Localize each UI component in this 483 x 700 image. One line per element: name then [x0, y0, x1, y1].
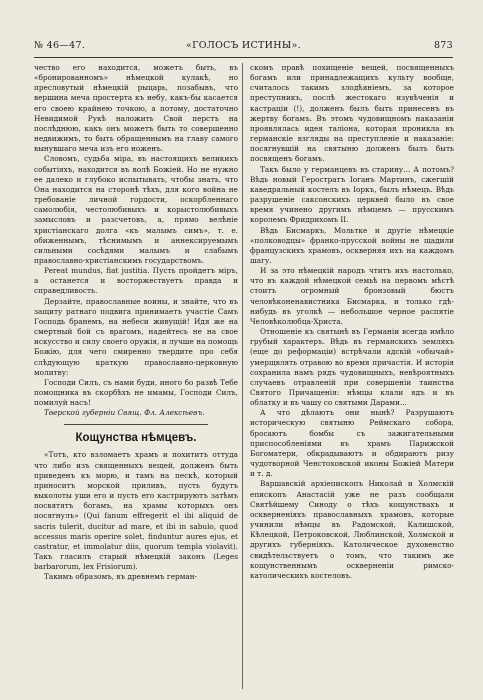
article-paragraph: Словомъ, судьба міра, въ настоящихъ великихъ событіяхъ, находится въ волѣ Божіей. Но не нужно ее далеко и глубоко испытывать, чтобы знать, что Она находится на сторонѣ тѣхъ, для кого войнa не требованіе личной гордости, оскорбленнаго самолюбія, честолюбивыхъ и корыстолюбивыхъ замысловъ и разсчетовъ, а, прямо велѣніе христіанскаго долга «къ малымъ симъ», т. е. обиженнымъ, тѣснимымъ и аннексируемымъ сильными сосѣдями малымъ и слабымъ православно-христіанскимъ государствомъ. — [34, 154, 238, 265]
left-column — [34, 63, 238, 689]
right-paragraph: скомъ правѣ похищеніе вещей, посвященныхъ богамъ или принадлежащихъ культу вообще, считалось такимъ злодѣяніемъ, за которое преступникъ, послѣ жестокаго изувѣченія и кастраціи (!), долженъ былъ быть принесенъ въ жертву богамъ. Въ этомъ чудовищномъ наказаніи проявлялась идея таліона, которая проникла въ германскіе взгляды на преступленіе и наказаніе: посягнувшій на святыню долженъ былъ быть посвященъ богамъ. — [250, 63, 454, 164]
right-paragraph: А что дѣлаютъ они нынѣ? Разрушаютъ историческую святыню Реймскаго собора, бросаютъ бомбы съ зажигательными приспособленіями въ храмъ Парижской Богоматери, обкрадываютъ и обдираютъ ризу чудотворной Ченстоховской иконы Божіей Матери и т. д. — [250, 408, 454, 479]
issue-number: № 46—47. — [34, 40, 86, 51]
journal-title: «ГОЛОСЪ ИСТИНЫ». — [186, 40, 301, 51]
article-signature: Тверской губерніи Свящ. Фл. Алексѣевъ. — [44, 408, 205, 418]
section-paragraph: Такимъ образомъ, въ древнемъ герман- — [44, 572, 198, 582]
right-paragraph: Вѣдь Бисмаркъ, Мольтке и другіе нѣмецкіе «полководцы» франко-прусской войны не щадили французскихъ храмовъ, оскверняя ихъ на каждомъ шагу. — [250, 225, 454, 265]
section-paragraph: «Тотъ, кто взломаетъ храмъ и похититъ оттуда что либо изъ священныхъ вещей, долженъ быть приведенъ къ морю, и тамъ на пескѣ, который приноситъ морской приливъ, пусть будутъ выколоты уши его и пусть его кастрируютъ затѣмъ посвятятъ богамъ, на храмы которыхъ онъ посягнулъ» (Qui fanum effregerit el ibi aliquid de sacris tulerit, ducitur ad mare, et ibi in sabulo, quod accessus maris operire solet, finduntur aures ejus, et castratur, et immolatur diis, quorum templa violavit). Такъ гласилъ старый нѣмецкій законъ (Leges barbarorum, lex Frisiorum). — [34, 450, 238, 572]
article-paragraph: Господи Силъ, съ нами буди, иного бо развѣ Тебе помощника въ скорбѣхъ не имамы, Господи Силъ, помилуй насъ! — [34, 377, 238, 408]
right-paragraph: Отношеніе къ святынѣ въ Германіи всегда имѣло грубый характеръ. Вѣдь въ германскихъ земляхъ (еще до реформаціи) встрѣчали адскій «обычай» умерщвлять отравою во время причастія. И исторія сохранила намъ рядъ чудовищныхъ, невѣроятныхъ случаевъ отравленій при совершеніи таинства Святого Причащенія: нѣмцы клали ядъ и въ облатку и въ чашу со святыми Дарами... — [250, 327, 454, 408]
right-paragraph: Такъ было у германцевъ въ старину... А потомъ? Вѣдь новый Геростратъ Іоганъ Мартинъ, сжегшій каведральный костелъ въ Іоркъ, былъ нѣмецъ. Вѣдь разрушеніе саксонскихъ церквей было въ свое время учинено другимъ нѣмцемъ — прусскимъ королемъ Фридрихомъ II. — [250, 164, 454, 225]
right-paragraph: И за это нѣмецкій народъ чтитъ ихъ настолько, что въ каждой нѣмецкой семьѣ на первомъ мѣстѣ стоитъ огромный бронзовый бюстъ человѣконенавистника Бисмарка, и только гдѣ-нибудь въ уголкѣ — небольшое черное распятіе Человѣколюбца-Христа. — [250, 266, 454, 326]
right-column — [250, 63, 454, 689]
article-paragraph: Pereat mundus, fiat justitia. Пусть пройдетъ міръ, а останется и восторжествуетъ правда и справедливость. — [34, 266, 238, 296]
page-number: 873 — [433, 40, 453, 51]
section-title: Кощунства нѣмцевъ. — [75, 432, 197, 445]
section-divider — [64, 424, 208, 425]
page-header — [34, 40, 453, 54]
right-paragraph: Варшавскій архіепископъ Николай и Холмскій епископъ Анастасій уже не разъ сообщали Святѣйшему Синоду о тѣхъ кощунствахъ и оскверненіяхъ православныхъ храмовъ, которые учинили нѣмцы въ Радомской, Калишской, Кѣлецкой, Петроковской, Люблинской, Холмской и другихъ губерніяхъ. Католическое духовенство свидѣтельствуетъ о томъ, что такимъ же кощунственнымъ оскверненіи римско-католическихъ костеловъ. — [250, 479, 454, 580]
article-paragraph: чество его находится, можетъ быть, въ «бронированномъ» нѣмецкой кулакѣ, но пресловутый нѣмецкій рыцарь, позабывъ, что вершина меча простерта къ небу, какъ-бы касается его своею крайнею точкою, а потому, достаточно Невидимой Рукѣ наложить Свой перстъ на послѣднюю, какъ онъ можетъ быть то совершенно недвижимъ, то быть обращеннымъ на главу самого вынувшаго меча изъ его ноженъ. — [34, 63, 238, 154]
column-divider — [242, 63, 243, 689]
header-rule — [34, 57, 453, 58]
article-paragraph: Дерзайте, православные воины, и знайте, что въ защиту ратнаго подвига принимаетъ участіе Самъ Господь бранемъ, на небеси живущій! Идя же на смертный бой съ врагомъ, надейтесь не на свое искусство и силу своего оружія, и лучше на помощь Божію, для чего смиренно твердите про себя слѣдующую краткую православно-церковную молитву: — [34, 296, 238, 377]
